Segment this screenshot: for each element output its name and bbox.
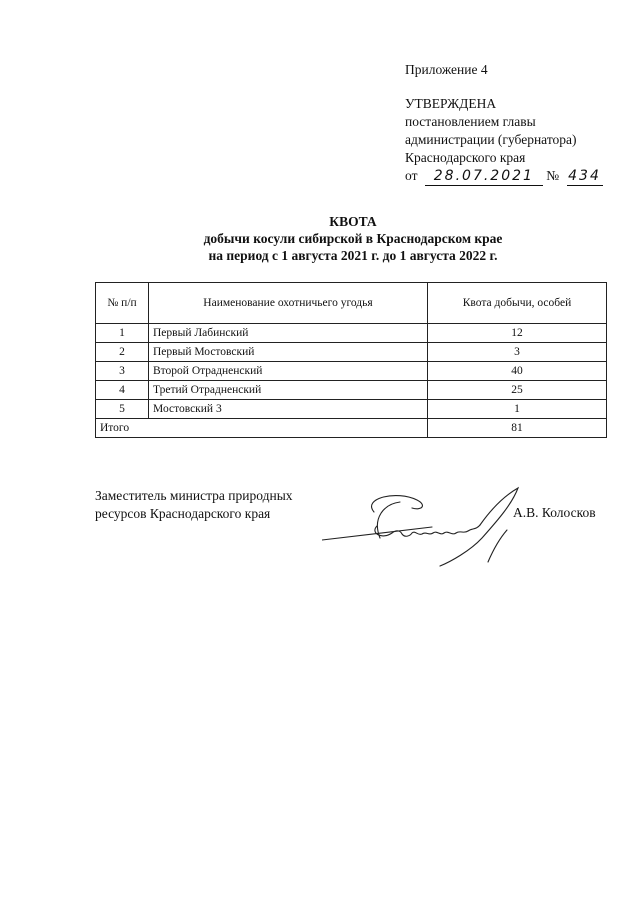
table-total-row [96, 419, 607, 438]
handwritten-signature [322, 478, 522, 568]
row-quota: 3 [428, 343, 607, 362]
row-number: 3 [96, 362, 149, 381]
row-area-name: Мостовский 3 [149, 400, 428, 419]
table-row [96, 381, 607, 400]
header-quota: Квота добычи, особей [428, 283, 607, 324]
table-header-row [96, 283, 607, 324]
row-quota: 40 [428, 362, 607, 381]
total-value: 81 [428, 419, 607, 438]
title-subtitle-1: добычи косули сибирской в Краснодарском крае [203, 231, 503, 246]
approval-block [405, 61, 603, 186]
row-number: 5 [96, 400, 149, 419]
row-area-name: Третий Отрадненский [149, 381, 428, 400]
row-quota: 25 [428, 381, 607, 400]
row-number: 1 [96, 324, 149, 343]
title-main: КВОТА [329, 214, 377, 229]
table-row [96, 343, 607, 362]
approval-date-row [405, 167, 603, 186]
signatory-name: А.В. Колосков [513, 505, 596, 520]
table-row [96, 362, 607, 381]
approval-line-3: Краснодарского края [405, 150, 526, 165]
row-area-name: Первый Мостовский [149, 343, 428, 362]
signatory-position-line-2: ресурсов Краснодарского края [95, 506, 271, 521]
from-label: от [405, 168, 418, 183]
approval-line-2: администрации (губернатора) [405, 132, 577, 147]
approval-line-1: постановлением главы [405, 114, 536, 129]
signatory-position-line-1: Заместитель министра природных [95, 488, 293, 503]
appendix-label: Приложение 4 [405, 62, 488, 77]
row-number: 4 [96, 381, 149, 400]
number-label: № [546, 168, 560, 183]
row-area-name: Первый Лабинский [149, 324, 428, 343]
row-number: 2 [96, 343, 149, 362]
row-quota: 1 [428, 400, 607, 419]
approval-number: 434 [568, 168, 601, 184]
document-title [0, 213, 640, 264]
title-subtitle-2: на период с 1 августа 2021 г. до 1 августа 2022 г. [208, 248, 498, 263]
approval-date: 28.07.2021 [425, 167, 543, 186]
total-label: Итого [96, 419, 428, 438]
quota-table [95, 282, 607, 438]
table-row [96, 400, 607, 419]
approved-label: УТВЕРЖДЕНА [405, 96, 497, 111]
table-row [96, 324, 607, 343]
row-area-name: Второй Отрадненский [149, 362, 428, 381]
header-area-name: Наименование охотничьего угодья [149, 283, 428, 324]
row-quota: 12 [428, 324, 607, 343]
header-number: № п/п [96, 283, 149, 324]
signatory-position [95, 487, 293, 523]
